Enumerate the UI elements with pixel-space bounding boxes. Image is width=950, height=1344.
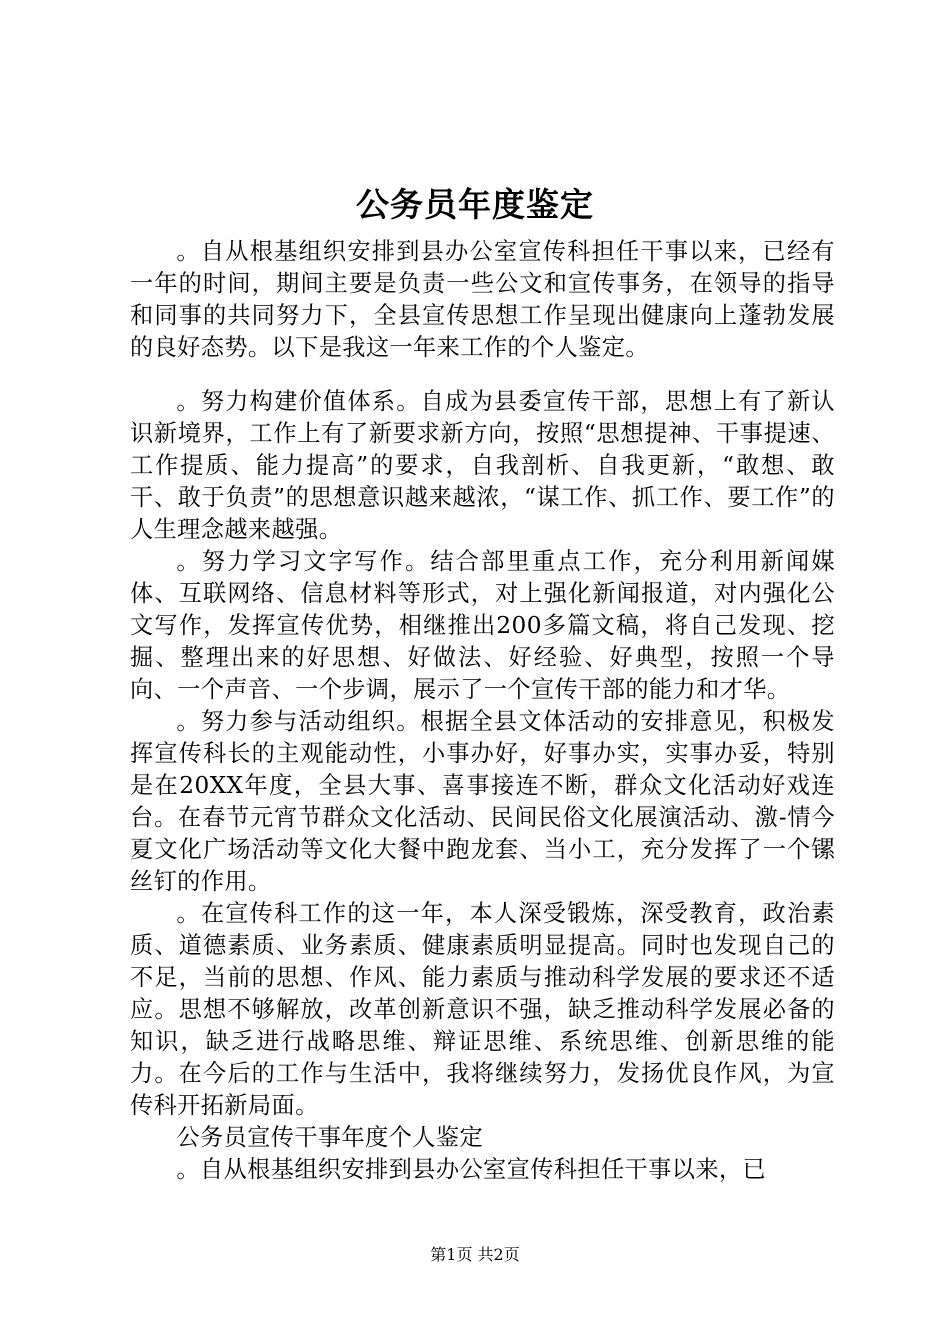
paragraph-writing: 。努力学习文字写作。结合部里重点工作，充分利用新闻媒体、互联网络、信息材料等形式，对上强化新闻报道，对内强化公文写作，发挥宣传优势，相继推出200多篇文稿，将自己发现、挖掘、整理出来的好思想、好做法、好经验、好典型，按照一个导向、一个声音、一个步调，展示了一个宣传干部的能力和才华。	[130, 548, 835, 703]
page-number-footer: 第1页 共2页	[430, 1245, 520, 1264]
document-body	[130, 236, 835, 1186]
section-subheading: 公务员宣传干事年度个人鉴定	[176, 1124, 484, 1151]
paragraph-value-system: 。努力构建价值体系。自成为县委宣传干部，思想上有了新认识新境界，工作上有了新要求新方向，按照“思想提神、干事提速、工作提质、能力提高”的要求，自我剖析、自我更新，“敢想、敢干、敢于负责”的思想意识越来越浓，“谋工作、抓工作、要工作”的人生理念越来越强。	[130, 388, 835, 543]
paragraph-intro: 。自从根基组织安排到县办公室宣传科担任干事以来，已经有一年的时间，期间主要是负责一些公文和宣传事务，在领导的指导和同事的共同努力下，全县宣传思想工作呈现出健康向上蓬勃发展的良好态势。以下是我这一年来工作的个人鉴定。	[130, 238, 835, 361]
paragraph-summary: 。在宣传科工作的这一年，本人深受锻炼，深受教育，政治素质、道德素质、业务素质、健康素质明显提高。同时也发现自己的不足，当前的思想、作风、能力素质与推动科学发展的要求还不适应。思想不够解放，改革创新意识不强，缺乏推动科学发展必备的知识，缺乏进行战略思维、辩证思维、系统思维、创新思维的能力。在今后的工作与生活中，我将继续努力，发扬优良作风，为宣传科开拓新局面。	[130, 900, 835, 1119]
paragraph-activities: 。努力参与活动组织。根据全县文体活动的安排意见，积极发挥宣传科长的主观能动性，小事办好，好事办实，实事办妥，特别是在20XX年度，全县大事、喜事接连不断，群众文化活动好戏连台。在春节元宵节群众文化活动、民间民俗文化展演活动、激-情今夏文化广场活动等文化大餐中跑龙套、当小工，充分发挥了一个镙丝钉的作用。	[130, 708, 835, 895]
document-title: 公务员年度鉴定	[356, 185, 594, 224]
paragraph-continued: 。自从根基组织安排到县办公室宣传科担任干事以来，已	[176, 1156, 767, 1183]
